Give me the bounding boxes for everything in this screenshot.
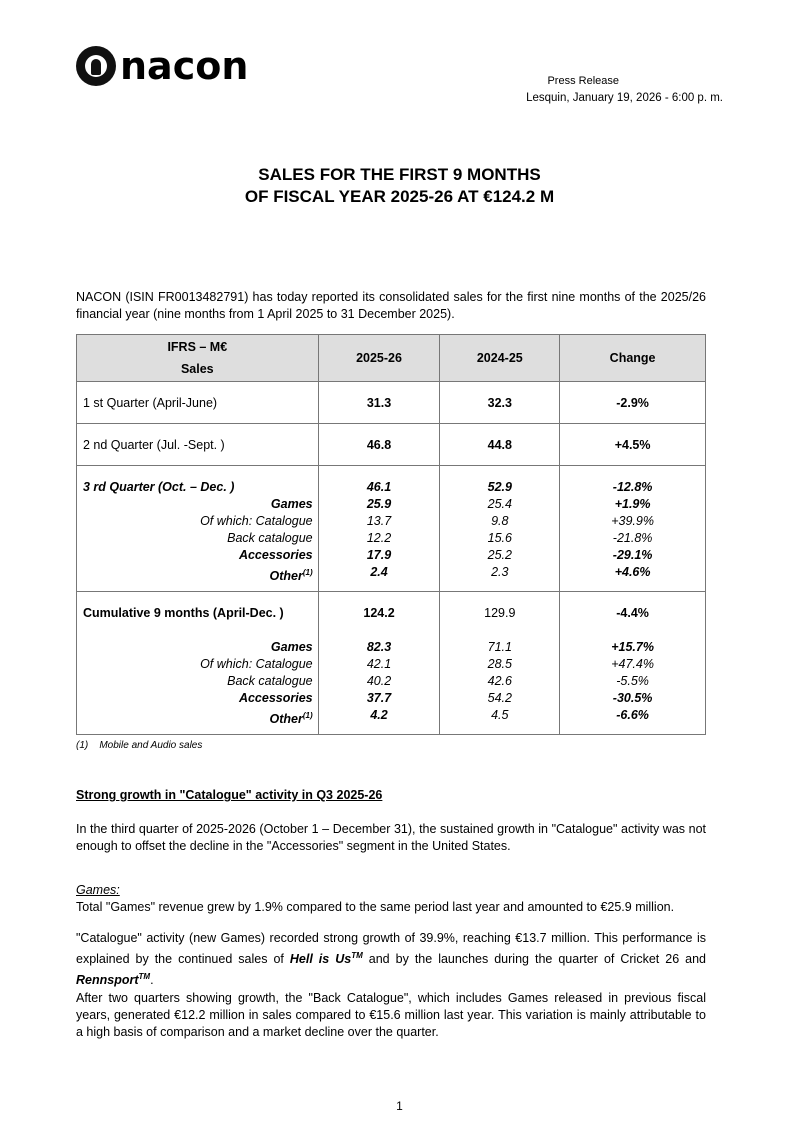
cell: 54.2 xyxy=(487,691,512,705)
trademark: TM xyxy=(138,972,151,982)
cell: 82.3 xyxy=(366,640,392,654)
game-title: Rennsport xyxy=(76,973,139,988)
cell: 124.2 xyxy=(363,606,395,620)
sales-table xyxy=(76,334,706,735)
table-row xyxy=(77,382,706,424)
cell: +4.5% xyxy=(560,424,706,466)
cell: 42.6 xyxy=(487,674,512,688)
q3-col-2025-26 xyxy=(318,466,440,592)
cell: 25.9 xyxy=(366,497,392,511)
nacon-logo xyxy=(76,46,248,86)
title-line-1: SALES FOR THE FIRST 9 MONTHS xyxy=(258,165,541,184)
row-label: 3 rd Quarter (Oct. – Dec. ) xyxy=(83,480,235,494)
cell: 42.1 xyxy=(366,657,392,671)
table-header xyxy=(77,335,706,382)
cell: 4.5 xyxy=(491,708,509,722)
cell: -5.5% xyxy=(616,674,649,688)
game-title: Hell is Us xyxy=(289,952,352,967)
cell: 129.9 xyxy=(484,606,516,620)
cell: 9.8 xyxy=(491,514,509,528)
trademark: TM xyxy=(351,951,363,960)
cell: +1.9% xyxy=(614,497,651,511)
cell: +15.7% xyxy=(611,640,654,654)
cell: -12.8% xyxy=(612,480,653,494)
row-label: Games xyxy=(270,497,313,511)
press-release-label: Press Release xyxy=(547,75,619,87)
cell: -6.6% xyxy=(616,708,649,722)
cell: 2.4 xyxy=(370,565,388,579)
cell: 32.3 xyxy=(440,382,560,424)
cell: 17.9 xyxy=(366,548,392,562)
cell: -4.4% xyxy=(616,606,649,620)
cell: 40.2 xyxy=(366,674,392,688)
footnote-ref: (1) xyxy=(302,711,313,720)
cum-col-2024-25 xyxy=(440,592,560,735)
cell: -21.8% xyxy=(612,531,653,545)
cell: -30.5% xyxy=(612,691,653,705)
cell: 25.4 xyxy=(487,497,512,511)
row-label: Accessories xyxy=(238,548,313,562)
q3-col-change xyxy=(560,466,706,592)
q3-col-2024-25 xyxy=(440,466,560,592)
logo-wordmark: nacon xyxy=(120,44,249,88)
sales-label: Sales xyxy=(180,362,214,376)
label-text: Other xyxy=(269,712,303,727)
row-label: Accessories xyxy=(238,691,313,705)
cell: +39.9% xyxy=(611,514,654,528)
cell: 13.7 xyxy=(366,514,392,528)
cell: +47.4% xyxy=(611,657,654,671)
cell: 31.3 xyxy=(318,382,440,424)
games-heading: Games: xyxy=(76,883,120,897)
cell: -29.1% xyxy=(612,548,653,562)
cell: +4.6% xyxy=(614,565,651,579)
paragraph-catalogue xyxy=(76,930,706,989)
cell: 4.2 xyxy=(370,708,388,722)
cum-col-change xyxy=(560,592,706,735)
cell: 2.3 xyxy=(491,565,509,579)
row-label: Cumulative 9 months (April-Dec. ) xyxy=(83,606,284,620)
section-title: Strong growth in "Catalogue" activity in Q3 2025-26 xyxy=(76,788,383,802)
cell: 71.1 xyxy=(487,640,512,654)
nacon-logo-icon xyxy=(76,46,116,86)
text: "Catalogue" activity (new Games) recorded strong growth of 39.9%, reaching €13.7 million. This performance is explained by the continued sales of xyxy=(76,931,706,967)
row-label xyxy=(77,707,313,727)
table-footnote: (1) Mobile and Audio sales xyxy=(76,740,203,751)
cell: 46.1 xyxy=(366,480,392,494)
page-title xyxy=(0,164,799,208)
paragraph-back-catalogue: After two quarters showing growth, the "Back Catalogue", which includes Games released in previous fiscal years, generated €12.2 million in sales compared to €15.6 million last year. This variation is mainly attributable to a high basis of comparison and a market decline over the quarter. xyxy=(76,991,706,1039)
row-label: 2 nd Quarter (Jul. -Sept. ) xyxy=(77,424,319,466)
header-label xyxy=(77,335,319,382)
cell: 52.9 xyxy=(487,480,512,494)
cum-col-2025-26 xyxy=(318,592,440,735)
cum-labels xyxy=(77,592,319,735)
table-row-q3 xyxy=(77,466,706,592)
table-row-cumulative xyxy=(77,592,706,735)
place-date: Lesquin, January 19, 2026 - 6:00 p. m. xyxy=(526,92,723,104)
cell: 12.2 xyxy=(366,531,392,545)
intro-paragraph: NACON (ISIN FR0013482791) has today reported its consolidated sales for the first nine months of the 2025/26 financial year (nine months from 1 April 2025 to 31 December 2025). xyxy=(76,290,706,321)
footnote-ref: (1) xyxy=(302,568,313,577)
row-label: Of which: Catalogue xyxy=(200,514,313,528)
page-number: 1 xyxy=(396,1099,403,1113)
q3-labels xyxy=(77,466,319,592)
text: and by the launches during the quarter of Cricket 26 and xyxy=(362,952,707,967)
cell: 25.2 xyxy=(487,548,512,562)
label-text: Other xyxy=(269,569,303,584)
unit-label: IFRS – M€ xyxy=(167,340,228,354)
table-row xyxy=(77,424,706,466)
row-label: Games xyxy=(270,640,313,654)
cell: 37.7 xyxy=(366,691,392,705)
paragraph-q3: In the third quarter of 2025-2026 (October 1 – December 31), the sustained growth in "Catalogue" activity was not enough to offset the decline in the "Accessories" segment in the United States. xyxy=(76,822,706,853)
cell: 28.5 xyxy=(487,657,512,671)
cell: 44.8 xyxy=(440,424,560,466)
cell: -2.9% xyxy=(560,382,706,424)
row-label xyxy=(77,564,313,584)
row-label: Of which: Catalogue xyxy=(200,657,313,671)
header-2025-26: 2025-26 xyxy=(318,335,440,382)
cell: 15.6 xyxy=(487,531,512,545)
row-label: Back catalogue xyxy=(227,531,313,545)
cell: 46.8 xyxy=(318,424,440,466)
row-label: Back catalogue xyxy=(227,674,313,688)
header-2024-25: 2024-25 xyxy=(440,335,560,382)
header-change: Change xyxy=(560,335,706,382)
row-label: 1 st Quarter (April-June) xyxy=(77,382,319,424)
title-line-2: OF FISCAL YEAR 2025-26 AT €124.2 M xyxy=(244,187,555,206)
paragraph-games: Total "Games" revenue grew by 1.9% compared to the same period last year and amounted to €25.9 million. xyxy=(76,900,675,914)
text: . xyxy=(150,973,154,988)
